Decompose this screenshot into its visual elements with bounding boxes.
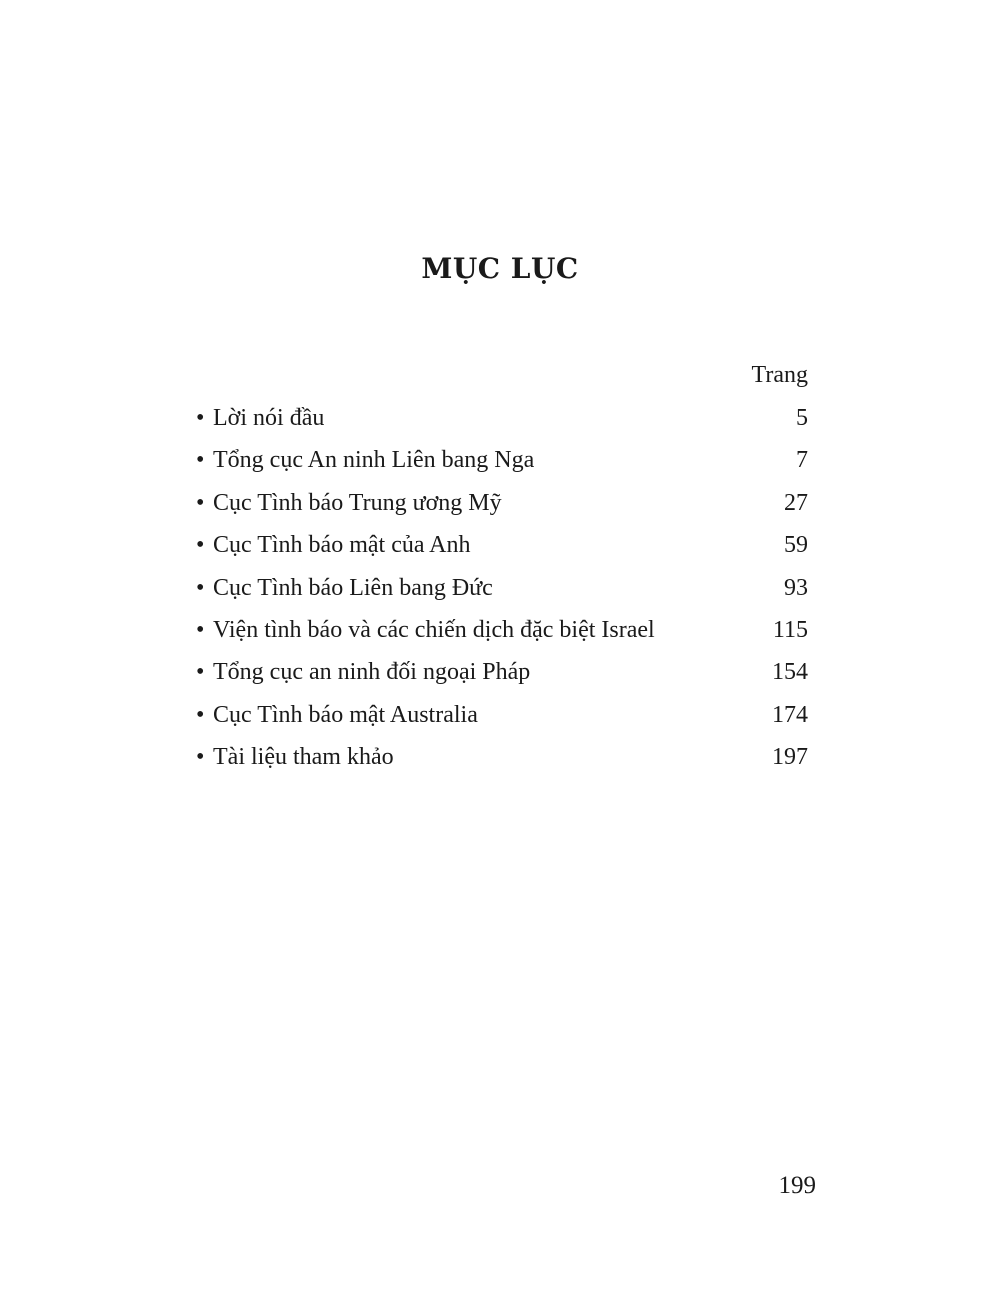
toc-entry-page: 7 (796, 447, 808, 474)
toc-entry-label: Cục Tình báo Trung ương Mỹ (213, 489, 502, 516)
toc-entry-page: 115 (772, 616, 808, 643)
toc-entry-label: Viện tình báo và các chiến dịch đặc biệt Israel (213, 616, 655, 643)
toc-entry (196, 524, 808, 566)
bullet-icon: • (196, 659, 205, 686)
toc-entry (196, 736, 808, 778)
toc-entry-label: Cục Tình báo mật của Anh (213, 532, 471, 559)
bullet-icon: • (196, 447, 205, 474)
toc-entry-label: Lời nói đầu (213, 405, 325, 431)
toc-entry (196, 609, 808, 651)
toc-entry-page: 197 (772, 744, 808, 771)
table-of-contents (196, 397, 808, 779)
toc-entry-label: Cục Tình báo mật Australia (213, 701, 478, 728)
bullet-icon: • (196, 405, 205, 431)
bullet-icon: • (196, 744, 205, 771)
bullet-icon: • (196, 616, 205, 643)
page-number: 199 (778, 1172, 816, 1199)
page-column-header: Trang (751, 362, 808, 388)
toc-entry-label: Tài liệu tham khảo (213, 744, 394, 771)
page-title: MỤC LỤC (421, 252, 579, 285)
toc-entry (196, 651, 808, 693)
toc-entry (196, 567, 808, 609)
toc-entry (196, 397, 808, 439)
toc-entry-page: 5 (796, 405, 808, 431)
toc-entry-label: Tổng cục An ninh Liên bang Nga (213, 447, 535, 474)
toc-entry (196, 439, 808, 481)
bullet-icon: • (196, 532, 205, 559)
toc-entry-page: 174 (772, 701, 808, 728)
toc-entry-label: Cục Tình báo Liên bang Đức (213, 574, 493, 601)
toc-entry-page: 27 (784, 489, 808, 516)
toc-entry-label: Tổng cục an ninh đối ngoại Pháp (213, 659, 531, 686)
bullet-icon: • (196, 489, 205, 516)
bullet-icon: • (196, 701, 205, 728)
toc-entry-page: 154 (772, 659, 808, 686)
toc-entry (196, 482, 808, 524)
bullet-icon: • (196, 574, 205, 601)
toc-entry-page: 59 (784, 532, 808, 559)
toc-entry-page: 93 (784, 574, 808, 601)
toc-entry (196, 694, 808, 736)
